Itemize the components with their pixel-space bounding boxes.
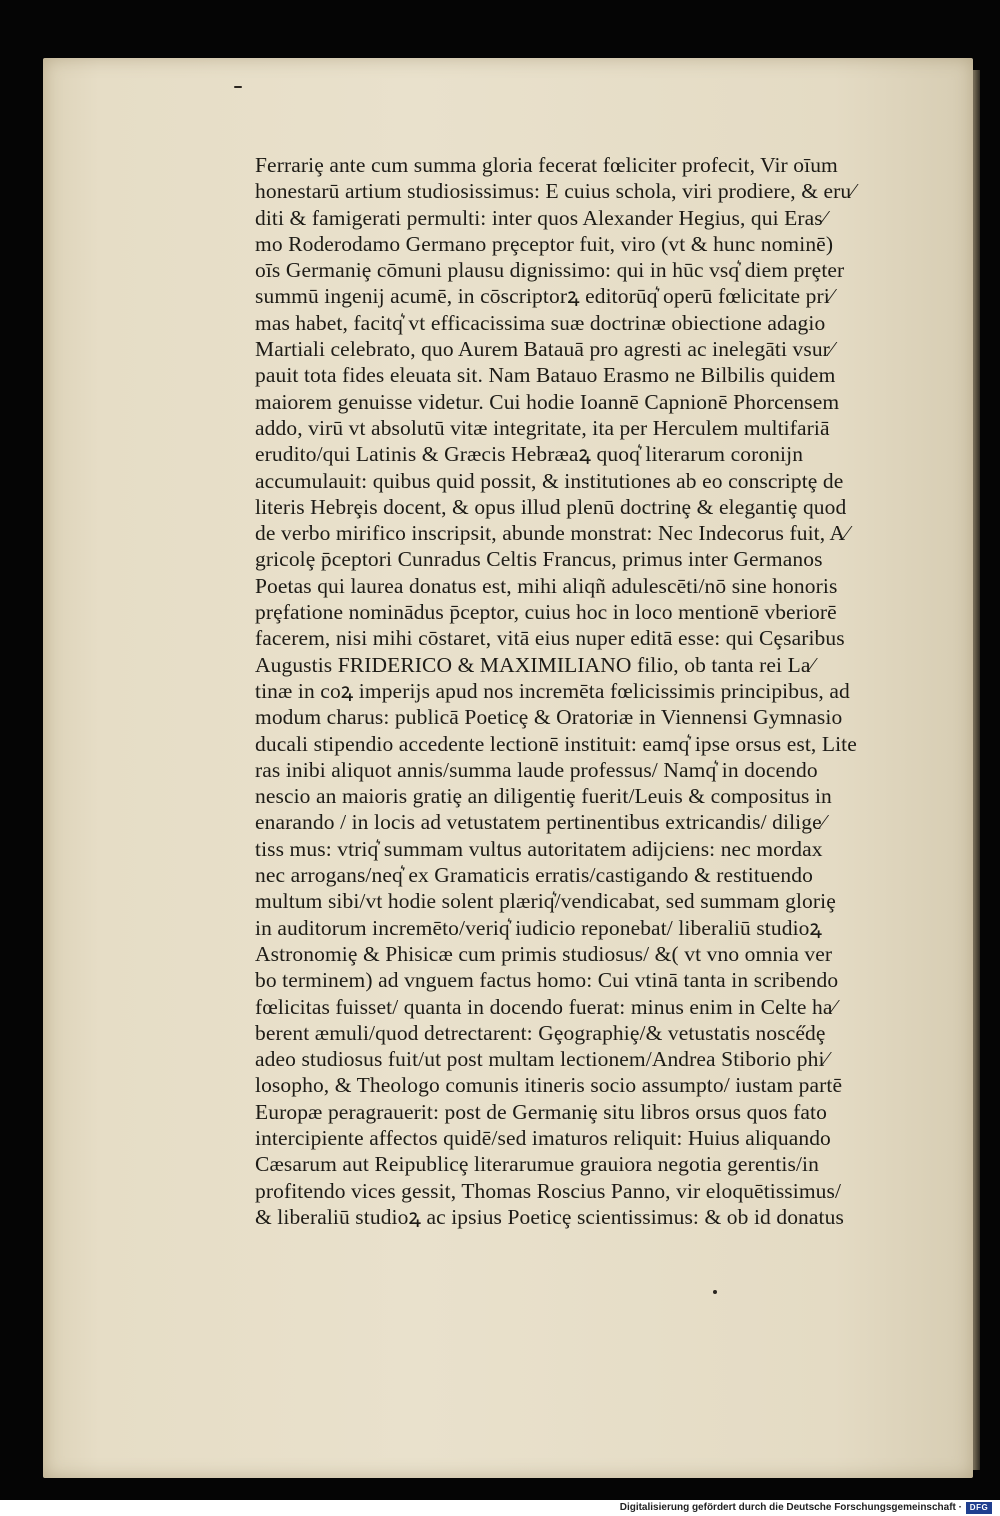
text-line: maiorem genuisse videtur. Cui hodie Ioannē Capnionē Phorcensem [255, 389, 840, 414]
text-line: prȩfatione nominādus p̄ceptor, cuius hoc in loco mentionē vberiorē [255, 600, 837, 625]
text-line: nescio an maioris gratiȩ an diligentiȩ fuerit/Leuis & compositus in [255, 784, 832, 809]
funding-credit: Digitalisierung gefördert durch die Deutsche Forschungsgemeinschaft · [619, 1502, 962, 1513]
text-line: summū ingenij acumē, in cōscriptorꝝ editorūq͛ operū fœlicitate pri⁄ [255, 284, 834, 309]
text-line: multum sibi/vt hodie solent plæriq͛/vendicabat, sed summam gloriȩ [255, 889, 836, 914]
text-line: gricolȩ p̄ceptori Cunradus Celtis Francus, primus inter Germanos [255, 547, 823, 572]
text-line: de verbo mirifico inscripsit, abunde monstrat: Nec Indecorus fuit, A⁄ [255, 521, 849, 546]
text-line: Cæsarum aut Reipublicȩ literarumue grauiora negotia gerentis/in [255, 1152, 819, 1177]
text-line: addo, virū vt absolutū vitæ integritate, ita per Herculem multifariā [255, 415, 830, 440]
text-line: accumulauit: quibus quid possit, & institutiones ab eo conscriptȩ de [255, 468, 844, 493]
body-text [255, 152, 945, 1230]
text-line: erudito/qui Latinis & Græcis Hebræaꝝ quoq͛ literarum coronijn [255, 442, 804, 467]
footer-bar [0, 1500, 1000, 1516]
text-line: tiss mus: vtriq͛ summam vultus autoritatem adijciens: nec mordax [255, 836, 823, 861]
text-line: honestarū artium studiosissimus: E cuius schola, viri prodiere, & eru⁄ [255, 179, 855, 204]
text-line: ducali stipendio accedente lectionē instituit: eamq͛ ipse orsus est, Lite [255, 731, 857, 756]
text-line: ras inibi aliquot annis/summa laude professus/ Namq͛ in docendo [255, 757, 818, 782]
dfg-logo: DFG [966, 1502, 992, 1514]
text-line: diti & famigerati permulti: inter quos Alexander Hegius, qui Eras⁄ [255, 205, 827, 230]
text-line: intercipiente affectos quidē/sed imaturos reliquit: Huius aliquando [255, 1125, 831, 1150]
text-line: profitendo vices gessit, Thomas Roscius Panno, vir eloquētissimus/ [255, 1178, 842, 1203]
text-line: bo terminem) ad vnguem factus homo: Cui vtinā tanta in scribendo [255, 968, 839, 993]
text-line: tinæ in coꝝ imperijs apud nos incremēta fœlicissimis principibus, ad [255, 678, 850, 703]
text-line: & liberaliū studioꝝ ac ipsius Poeticȩ scientissimus: & ob id donatus [255, 1204, 844, 1229]
text-line: pauit tota fides eleuata sit. Nam Batauo Erasmo ne Bilbilis quidem [255, 363, 836, 388]
text-line: in auditorum incremēto/veriq͛ iudicio reponebat/ liberaliū studioꝝ [255, 915, 823, 940]
text-line: modum charus: publicā Poeticȩ & Oratoriæ in Viennensi Gymnasio [255, 705, 843, 730]
text-line: Ferrariȩ ante cum summa gloria fecerat fœliciter profecit, Vir oīum [255, 153, 838, 177]
ink-dot [713, 1290, 717, 1294]
text-line: oīs Germaniȩ cōmuni plausu dignissimo: qui in hūc vsq͛ diem prȩter [255, 258, 845, 283]
text-line: Augustis FRIDERICO & MAXIMILIANO filio, ob tanta rei La⁄ [255, 652, 815, 677]
ink-mark [234, 86, 242, 88]
text-line: Martiali celebrato, quo Aurem Batauā pro agresti ac inelegāti vsur⁄ [255, 337, 834, 362]
text-line: mas habet, facitq͛ vt efficacissima suæ doctrinæ obiectione adagio [255, 310, 826, 335]
text-line: berent æmuli/quod detrectarent: Gȩographiȩ/& vetustatis nosce̋dȩ [255, 1020, 826, 1045]
text-line: fœlicitas fuisset/ quanta in docendo fuerat: minus enim in Celte ha⁄ [255, 994, 837, 1019]
text-line: Astronomiȩ & Phisicæ cum primis studiosus/ &( vt vno omnia ver [255, 941, 833, 966]
text-line: Europæ peragrauerit: post de Germaniȩ situ libros orsus quos fato [255, 1099, 827, 1124]
text-line: enarando / in locis ad vetustatem pertinentibus extricandis/ dilige⁄ [255, 810, 826, 835]
text-line: nec arrogans/neq͛ ex Gramaticis erratis/castigando & restituendo [255, 863, 813, 888]
text-line: mo Roderodamo Germano prȩceptor fuit, viro (vt & hunc nominē) [255, 231, 834, 256]
text-line: facerem, nisi mihi cōstaret, vitā eius nuper editā esse: qui Cȩsaribus [255, 626, 845, 651]
text-line: Poetas qui laurea donatus est, mihi aliqñ adulescēti/nō sine honoris [255, 573, 838, 598]
text-line: losopho, & Theologo comunis itineris socio assumpto/ iustam partē [255, 1073, 843, 1098]
text-line: adeo studiosus fuit/ut post multam lectionem/Andrea Stiborio phi⁄ [255, 1047, 829, 1072]
text-line: literis Hebrȩis docent, & opus illud plenū doctrinȩ & elegantiȩ quod [255, 494, 847, 519]
